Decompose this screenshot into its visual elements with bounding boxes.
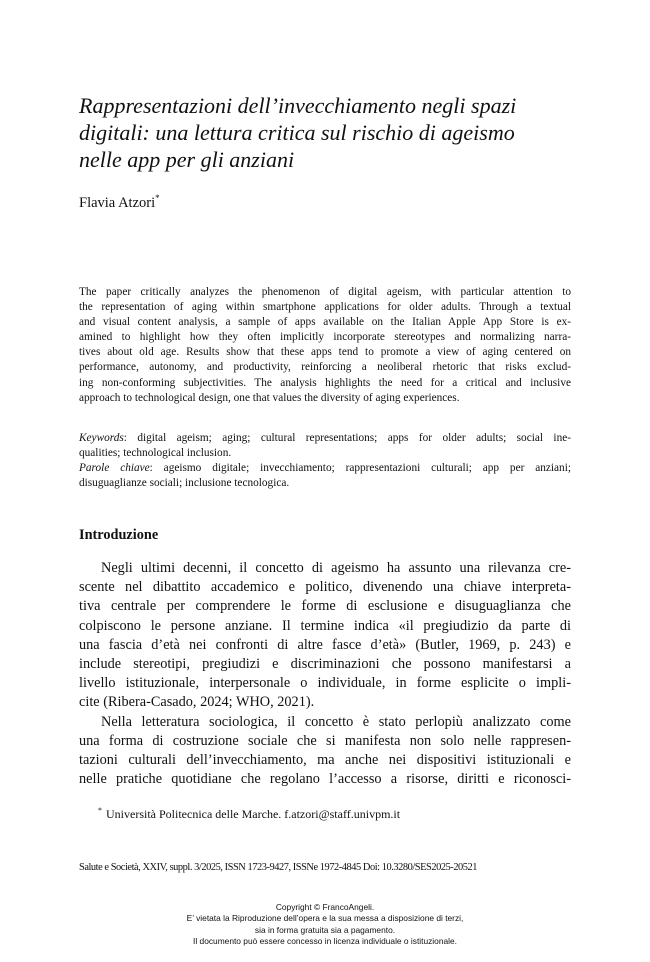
keywords-line [79, 431, 571, 446]
copyright-notice [0, 902, 650, 947]
abstract-line: amined to highlight how they often implicitly incorporate stereotypes and normalizing narra- [79, 331, 571, 344]
abstract-line: the representation of aging within smartphone applications for older adults. Through a textual [79, 301, 571, 314]
paragraph-line: una fascia d’età nei confronti di altre fasce d’età» (Butler, 1969, p. 243) e [79, 636, 571, 653]
title-line: nelle app per gli anziani [79, 147, 295, 172]
parole-chiave-text: : ageismo digitale; invecchiamento; rappresentazioni culturali; app per anziani; [149, 462, 571, 475]
keywords-line-2: qualities; technological inclusion. [79, 447, 232, 460]
abstract-line: tives about old age. Results show that these apps tend to promote a view of aging centered on [79, 346, 571, 359]
paragraph-line: cite (Ribera-Casado, 2024; WHO, 2021). [79, 694, 315, 711]
article-title [79, 92, 579, 173]
paragraph-line: colpiscono le persone anziane. Il termine indica «il pregiudizio da parte di [79, 617, 571, 634]
parole-chiave-label: Parole chiave [79, 462, 150, 475]
abstract-line: The paper critically analyzes the phenomenon of digital ageism, with particular attention to [79, 286, 571, 298]
copyright-line: Copyright © FrancoAngeli. [275, 902, 375, 912]
paragraph-line: tiva centrale per comprendere le forme di esclusione e disuguaglianza che [79, 598, 571, 615]
paragraph-line: Negli ultimi decenni, il concetto di ageismo ha assunto una rilevanza cre- [101, 560, 571, 576]
author-footnote-mark: * [155, 193, 160, 203]
keywords-block [79, 431, 571, 491]
footnote-mark: * [98, 806, 102, 815]
parole-chiave-line-2: disuguaglianze sociali; inclusione tecnologica. [79, 477, 290, 490]
paragraph-line: Nella letteratura sociologica, il concetto è stato perlopiù analizzato come [101, 713, 571, 730]
copyright-line: E’ vietata la Riproduzione dell’opera e la sua messa a disposizione di terzi, [186, 913, 464, 924]
paragraph-line: una forma di costruzione sociale che si manifesta non solo nelle rappresen- [79, 732, 571, 749]
title-line: Rappresentazioni dell’invecchiamento negli spazi [79, 93, 517, 118]
paragraph-line: scente nel dibattito accademico e politico, divenendo una chiave interpreta- [79, 579, 571, 596]
paragraph-line: tazioni culturali dell’invecchiamento, ma anche nei dispositivi istituzionali e [79, 752, 571, 769]
copyright-line: sia in forma gratuita sia a pagamento. [254, 924, 396, 935]
paragraph-line: include stereotipi, pregiudizi e discriminazioni che possono manifestarsi a [79, 656, 571, 673]
abstract-line: performance, autonomy, and productivity, reinforcing a neoliberal rhetoric that risks exclud- [79, 361, 571, 374]
paragraph-line: livello istituzionale, interpersonale o individuale, in forme esplicite o impli- [79, 675, 571, 692]
abstract-line: ing non-conforming subjectivities. The analysis highlights the need for a critical and inclusive [79, 376, 571, 389]
parole-chiave-line [79, 461, 571, 476]
title-line: digitali: una lettura critica sul rischio di ageismo [79, 120, 515, 145]
section-heading: Introduzione [79, 527, 159, 543]
footnote [98, 806, 400, 822]
journal-citation: Salute e Società, XXIV, suppl. 3/2025, ISSN 1723-9427, ISSNe 1972-4845 Doi: 10.3280/SES2025-20521 [79, 862, 478, 873]
abstract [79, 285, 571, 406]
footnote-text: Università Politecnica delle Marche. f.atzori@staff.univpm.it [106, 807, 401, 821]
abstract-line: and visual content analysis, a sample of apps available on the Italian Apple App Store is ex- [79, 316, 571, 329]
body-text [79, 559, 571, 789]
author-line [79, 193, 160, 212]
author-name: Flavia Atzori [79, 195, 156, 211]
abstract-line: approach to technological design, one that values the diversity of aging experiences. [79, 391, 460, 404]
paragraph-line: nelle pratiche quotidiane che regolano l’accesso a risorse, diritti e riconosci- [79, 771, 571, 788]
keywords-text: : digital ageism; aging; cultural representations; apps for older adults; social ine- [123, 432, 571, 444]
keywords-label: Keywords [79, 432, 124, 444]
copyright-line: Il documento può essere concesso in licenza individuale o istituzionale. [193, 935, 457, 946]
